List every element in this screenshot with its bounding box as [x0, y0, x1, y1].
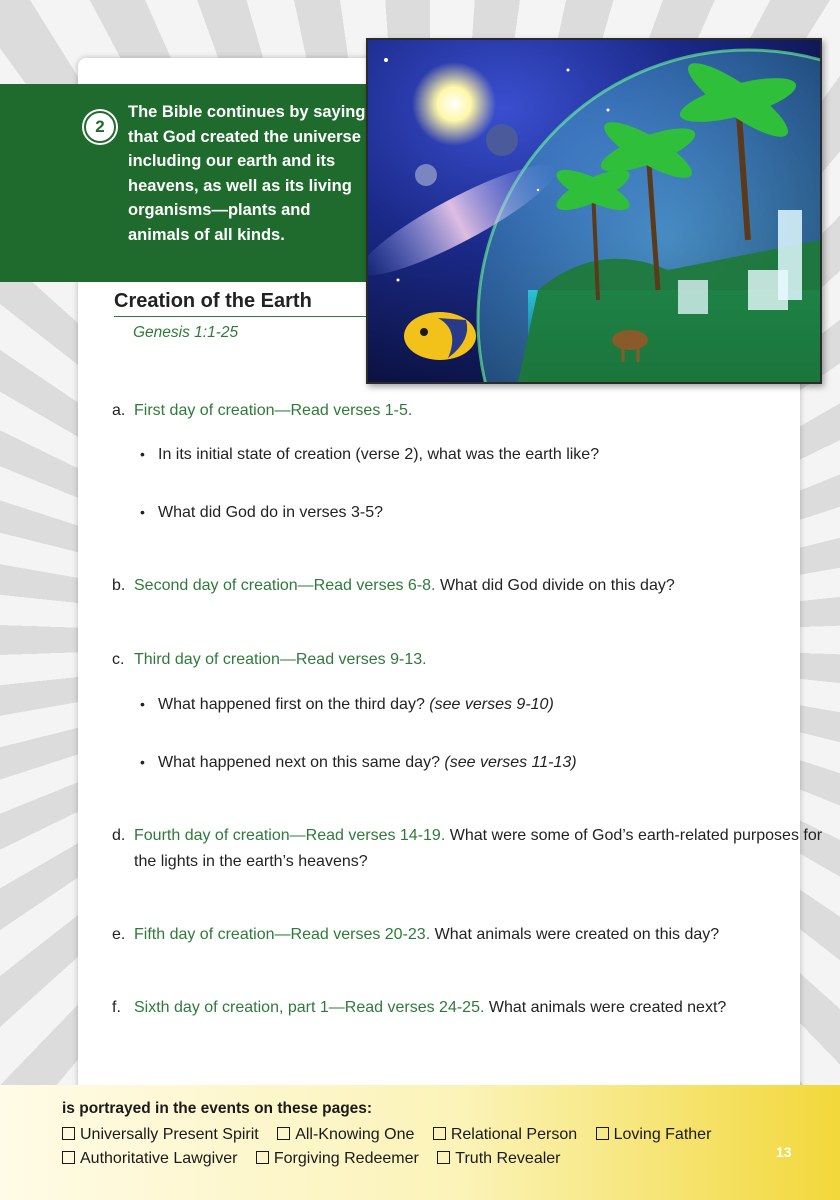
intro-line: including our earth and its	[128, 152, 336, 170]
attribute-option[interactable]	[62, 1126, 259, 1143]
attribute-label: Loving Father	[613, 1126, 712, 1143]
question-text: What were some of God’s earth-related purposes for	[445, 827, 823, 844]
bullet-text: What did God do in verses 3-5?	[158, 504, 384, 521]
bullet-item	[140, 499, 383, 526]
question-text: What animals were created on this day?	[430, 926, 720, 943]
checkbox[interactable]	[596, 1127, 609, 1140]
attribute-option[interactable]	[433, 1126, 577, 1143]
checkbox[interactable]	[277, 1127, 290, 1140]
question-e	[112, 922, 719, 948]
question-d	[112, 823, 822, 849]
bullet-text: What happened first on the third day?	[158, 696, 430, 713]
question-heading: First day of creation—Read verses 1-5.	[134, 402, 413, 419]
intro-line: organisms—plants and	[128, 201, 311, 219]
intro-line: that God created the universe	[128, 127, 361, 146]
bullet-text: In its initial state of creation (verse 2), what was the earth like?	[158, 446, 600, 463]
attribute-label: Universally Present Spirit	[80, 1126, 259, 1143]
attribute-label: Truth Revealer	[455, 1150, 561, 1167]
bullet-dot: •	[140, 696, 145, 712]
question-c	[112, 647, 427, 673]
question-text-continued: the lights in the earth’s heavens?	[134, 853, 368, 870]
question-text: What animals were created next?	[484, 999, 727, 1016]
checkbox[interactable]	[256, 1151, 269, 1164]
question-label: e.	[112, 926, 126, 943]
question-heading: Third day of creation—Read verses 9-13.	[134, 651, 427, 668]
bullet-item	[140, 749, 577, 776]
bullet-item	[140, 441, 599, 468]
question-label: a.	[112, 402, 126, 419]
attribute-option[interactable]	[62, 1150, 237, 1167]
question-f	[112, 995, 726, 1021]
question-heading: Fifth day of creation—Read verses 20-23.	[134, 926, 431, 943]
bullet-note: (see verses 11-13)	[444, 754, 577, 771]
bullet-item	[140, 691, 554, 718]
question-heading: Second day of creation—Read verses 6-8.	[134, 577, 436, 594]
creation-illustration	[366, 38, 822, 384]
question-text: What did God divide on this day?	[435, 577, 675, 594]
question-label: d.	[112, 827, 126, 844]
attribute-row	[62, 1150, 575, 1168]
checkbox[interactable]	[62, 1127, 75, 1140]
page-number: 13	[776, 1144, 792, 1160]
question-a	[112, 398, 412, 424]
question-label: b.	[112, 577, 126, 594]
checkbox[interactable]	[433, 1127, 446, 1140]
checkbox[interactable]	[437, 1151, 450, 1164]
checkbox[interactable]	[62, 1151, 75, 1164]
attribute-label: Authoritative Lawgiver	[80, 1150, 238, 1167]
attribute-option[interactable]	[437, 1150, 560, 1167]
footer-lead: is portrayed in the events on these pages:	[62, 1100, 373, 1117]
intro-line: heavens, as well as its living	[128, 176, 352, 195]
bullet-note: (see verses 9-10)	[429, 696, 554, 713]
bullet-dot: •	[140, 446, 145, 462]
question-heading: Sixth day of creation, part 1—Read verses 24-25.	[134, 999, 485, 1016]
attribute-option[interactable]	[256, 1150, 419, 1167]
intro-line: The Bible continues by saying	[128, 103, 366, 121]
creation-illustration-art	[368, 40, 820, 382]
attribute-label: Forgiving Redeemer	[273, 1150, 419, 1167]
step-number-badge: 2	[84, 111, 116, 143]
intro-text	[128, 100, 368, 247]
question-label: f.	[112, 999, 121, 1016]
attribute-option[interactable]	[277, 1126, 414, 1143]
attribute-label: All-Knowing One	[295, 1126, 415, 1143]
scripture-reference: Genesis 1:1-25	[133, 324, 239, 341]
question-label: c.	[112, 651, 125, 668]
question-heading: Fourth day of creation—Read verses 14-19.	[134, 827, 446, 844]
intro-line: animals of all kinds.	[128, 225, 285, 244]
attribute-option[interactable]	[596, 1126, 712, 1143]
attribute-label: Relational Person	[450, 1126, 578, 1143]
bullet-dot: •	[140, 504, 145, 520]
bullet-text: What happened next on this same day?	[158, 754, 445, 771]
question-b	[112, 573, 675, 599]
bullet-dot: •	[140, 754, 145, 770]
section-title: Creation of the Earth	[114, 290, 366, 317]
attribute-row	[62, 1126, 725, 1144]
